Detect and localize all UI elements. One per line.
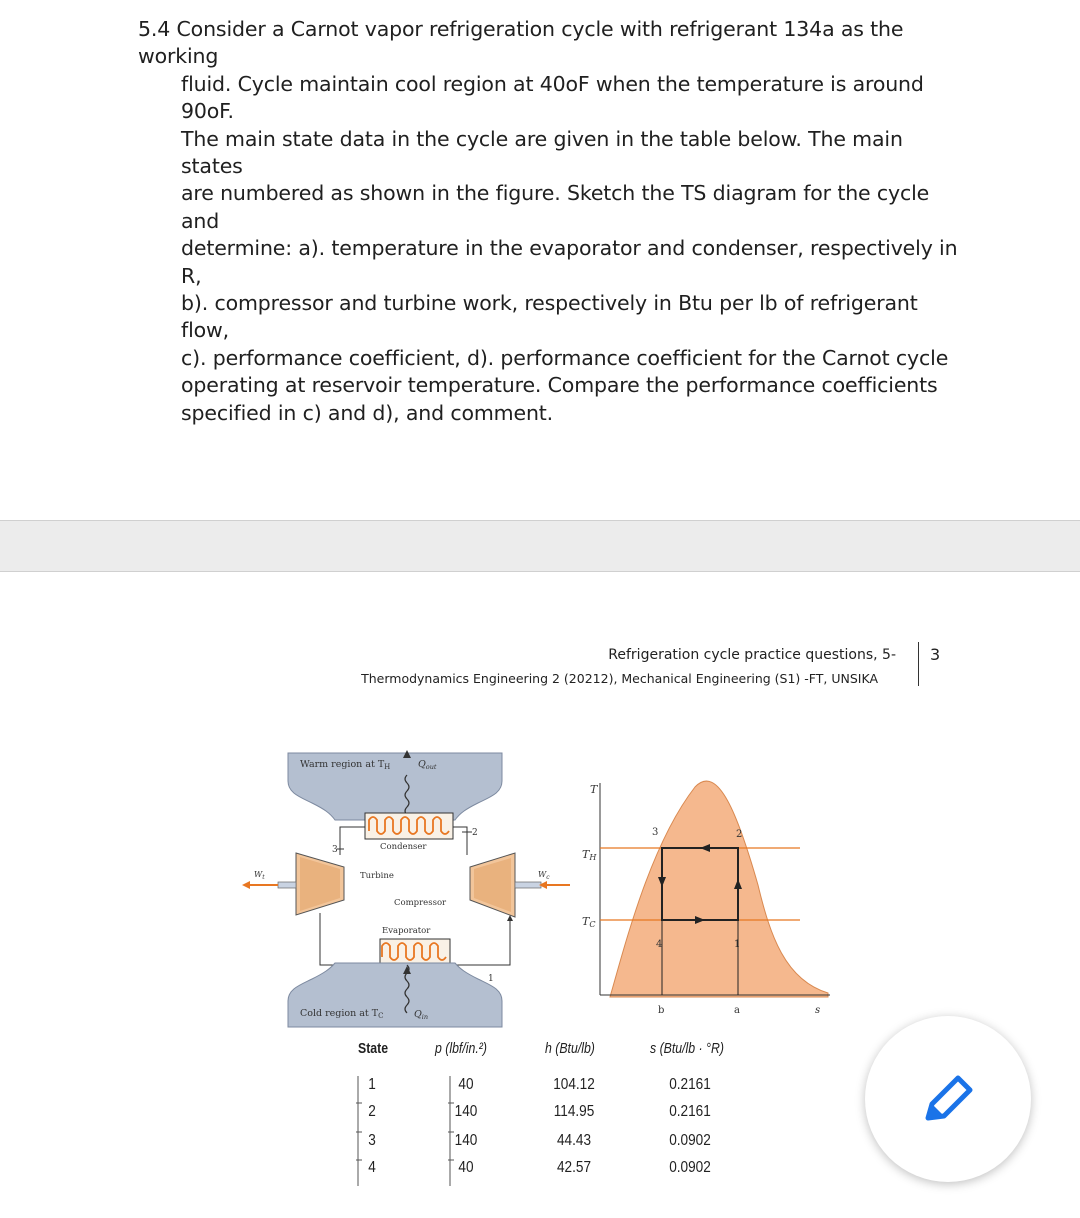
entropy-cell: 0.2161 <box>669 1076 711 1093</box>
page-separator <box>0 520 1080 572</box>
question-line: specified in c) and d), and comment. <box>181 400 554 425</box>
qin-label: $Q_{in}$ <box>414 1009 429 1021</box>
question-line: b). compressor and turbine work, respectively in Btu per lb of refrigerant flow, <box>181 291 918 343</box>
point-4-label: 4 <box>656 939 663 950</box>
state-cell: 1 <box>368 1076 376 1093</box>
page-number-divider <box>918 642 919 686</box>
point-3-label: 3 <box>652 827 659 838</box>
enthalpy-cell: 42.57 <box>556 1159 592 1176</box>
enthalpy-cell: 104.12 <box>553 1076 595 1093</box>
entropy-cell: 0.0902 <box>669 1159 711 1176</box>
edit-fab-button[interactable] <box>865 1016 1031 1182</box>
t-axis-label: T <box>590 783 598 796</box>
pipe-condenser-turbine <box>340 827 365 855</box>
turbine-label: Turbine <box>360 871 394 881</box>
question-line: are numbered as shown in the figure. Sketch the TS diagram for the cycle and <box>181 181 930 233</box>
condenser-label: Condenser <box>380 842 427 852</box>
pressure-cell: 140 <box>454 1103 478 1120</box>
table-header-state: State <box>358 1040 389 1057</box>
pipe-turbine-evaporator <box>320 913 380 965</box>
page-number: 3 <box>930 645 941 664</box>
turbine-work-arrow-icon <box>242 881 250 889</box>
page-header-title: Refrigeration cycle practice questions, 5- <box>608 647 896 663</box>
cold-region-label: Cold region at $T_C$ <box>300 1008 384 1020</box>
saturation-dome <box>610 781 828 997</box>
question-line: determine: a). temperature in the evaporator and condenser, respectively in R, <box>181 236 958 288</box>
evaporator-label: Evaporator <box>382 926 431 936</box>
question-line: fluid. Cycle maintain cool region at 40oF when the temperature is around 90oF. <box>181 71 924 124</box>
entropy-cell: 0.0902 <box>669 1132 711 1149</box>
point-1-label: 1 <box>734 939 741 950</box>
state-1-label: 1 <box>488 974 494 984</box>
pipe-compressor-condenser <box>453 827 467 855</box>
state-cell: 4 <box>368 1159 376 1176</box>
th-label: TH <box>582 848 597 862</box>
a-label: a <box>734 1005 740 1016</box>
enthalpy-cell: 114.95 <box>553 1103 595 1120</box>
question-line: operating at reservoir temperature. Compare the performance coefficients <box>181 373 938 398</box>
qout-label: $Q_{out}$ <box>418 759 437 771</box>
pressure-cell: 40 <box>458 1076 474 1093</box>
page-header-subtitle: Thermodynamics Engineering 2 (20212), Mechanical Engineering (S1) -FT, UNSIKA <box>361 671 878 686</box>
enthalpy-cell: 44.43 <box>556 1132 592 1149</box>
question-line: The main state data in the cycle are given in the table below. The main states <box>181 126 903 179</box>
s-axis-label: s <box>815 1005 821 1016</box>
question-line: c). performance coefficient, d). performance coefficient for the Carnot cycle <box>181 345 949 370</box>
refrigeration-schematic <box>240 745 580 1035</box>
question-first-line: 5.4 Consider a Carnot vapor refrigeration cycle with refrigerant 134a as the working <box>138 17 904 69</box>
wt-label: $W_t$ <box>254 870 265 881</box>
ts-diagram <box>570 765 830 1025</box>
state-column-ticks <box>356 1076 366 1186</box>
state-cell: 2 <box>368 1103 376 1120</box>
wc-label: $W_c$ <box>538 870 550 881</box>
table-header-entropy: s (Btu/lb · °R) <box>650 1040 724 1057</box>
entropy-cell: 0.2161 <box>669 1103 711 1120</box>
point-2-label: 2 <box>736 829 743 840</box>
compressor-label: Compressor <box>394 898 447 908</box>
pipe-evaporator-compressor <box>450 917 510 965</box>
state-3-label: 3 <box>332 845 338 855</box>
pressure-column-ticks <box>448 1076 458 1186</box>
tc-label: TC <box>582 915 596 929</box>
state-cell: 3 <box>368 1132 376 1149</box>
pressure-cell: 140 <box>454 1132 478 1149</box>
pencil-icon <box>920 1074 976 1124</box>
question-text <box>138 16 958 427</box>
table-header-pressure: p (lbf/in.²) <box>435 1040 487 1057</box>
pressure-cell: 40 <box>458 1159 474 1176</box>
state-2-label: 2 <box>472 828 478 838</box>
b-label: b <box>658 1005 665 1016</box>
warm-region-label: Warm region at $T_H$ <box>300 759 391 771</box>
table-header-enthalpy: h (Btu/lb) <box>545 1040 595 1057</box>
